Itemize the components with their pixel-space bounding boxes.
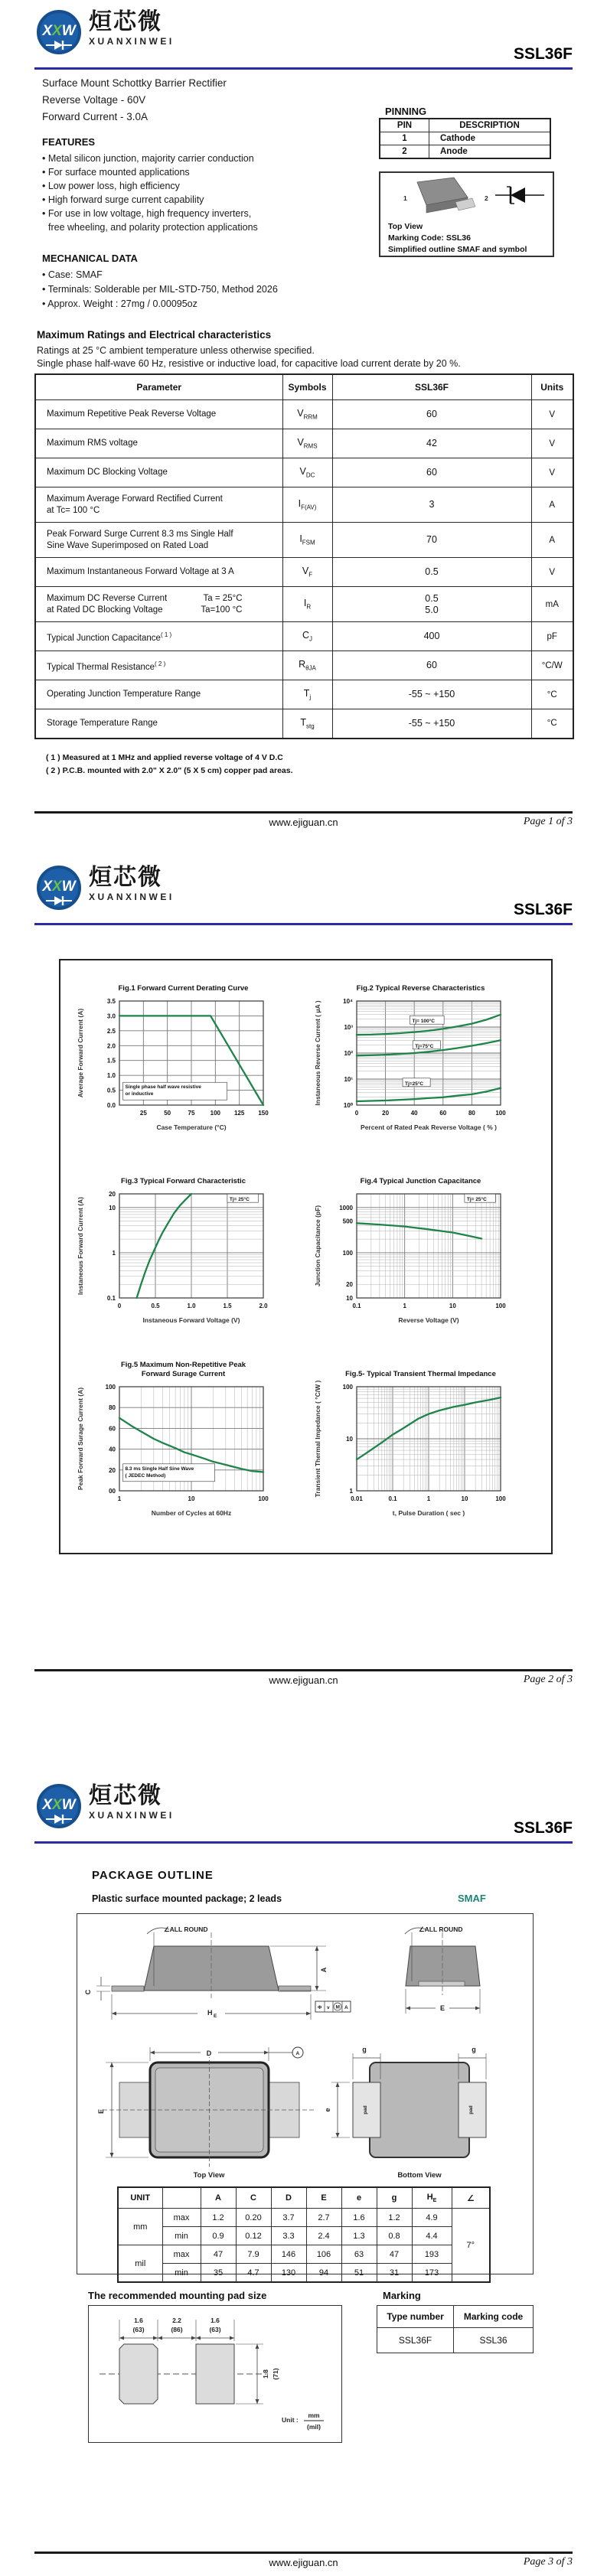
footer-website: www.ejiguan.cn	[269, 817, 338, 828]
svg-text:Reverse Voltage (V): Reverse Voltage (V)	[398, 1316, 459, 1324]
pad-label: pad	[363, 2105, 368, 2115]
svg-text:t, Pulse Duration ( sec ): t, Pulse Duration ( sec )	[392, 1509, 465, 1517]
svg-text:0.1: 0.1	[388, 1495, 397, 1502]
logo-icon	[34, 9, 83, 58]
package-bottom-view	[322, 2043, 517, 2180]
table-row: Typical Junction Capacitance$^{( 1 )}$ $C_J$ 400 pF	[35, 622, 573, 651]
part-number: SSL36F	[513, 45, 573, 63]
svg-text:500: 500	[342, 1218, 353, 1225]
column-header: ∠	[452, 2187, 490, 2209]
brand-name-cn: 烜芯微	[89, 1783, 162, 1808]
figure-plot	[70, 1379, 296, 1532]
footer-rule	[34, 1669, 573, 1671]
svg-text:10: 10	[346, 1295, 353, 1302]
logo-icon	[34, 1783, 83, 1832]
figure-title: Fig.5 Maximum Non-Repetitive Peak Forward Surage Current	[120, 1361, 246, 1378]
table-row: 2 Anode	[380, 145, 550, 159]
all-round-label: ∠ALL ROUND	[419, 1925, 463, 1933]
header-rule	[34, 923, 573, 925]
svg-text:E: E	[214, 2014, 217, 2019]
svg-text:1: 1	[112, 1249, 116, 1257]
footer-rule	[34, 2552, 573, 2554]
svg-text:1: 1	[349, 1488, 353, 1495]
svg-text:Tj=75°C: Tj=75°C	[415, 1043, 434, 1049]
column-header: C	[236, 2187, 271, 2209]
column-header: e	[341, 2187, 377, 2209]
figure-title: Fig.4 Typical Junction Capacitance	[360, 1177, 481, 1185]
figure-4-junction-capacitance	[308, 1166, 534, 1343]
figure-6-thermal-impedance	[308, 1359, 534, 1536]
marking-title: Marking	[383, 2290, 421, 2301]
list-item: • Metal silicon junction, majority carrier conduction	[42, 153, 254, 164]
svg-text:Instaneous Forward Current (A: Instaneous Forward Current (A)	[77, 1197, 84, 1295]
table-row: 1 Cathode	[380, 132, 550, 145]
svg-text:0.0: 0.0	[106, 1102, 116, 1109]
diode-symbol-icon	[495, 187, 544, 204]
svg-text:0.5: 0.5	[151, 1303, 160, 1309]
svg-text:1.6: 1.6	[134, 2317, 143, 2324]
table-row: Typical Thermal Resistance$^{( 2 )}$ $R_{\theta JA}$ 60 °C/W	[35, 651, 573, 680]
table-row: Maximum Repetitive Peak Reverse Voltage $V_{RRM}$ 60 V	[35, 400, 573, 429]
table-header-row	[118, 2187, 490, 2209]
svg-text:Case Temperature (°C): Case Temperature (°C)	[156, 1123, 227, 1131]
mechanical-title: MECHANICAL DATA	[42, 253, 138, 264]
svg-text:Tj= 25°C: Tj= 25°C	[466, 1197, 487, 1203]
svg-text:Φ: Φ	[318, 2005, 322, 2010]
features-title: FEATURES	[42, 136, 96, 148]
list-item: • Approx. Weight : 27mg / 0.00095oz	[42, 298, 197, 309]
svg-text:XXW: XXW	[42, 23, 76, 39]
svg-text:Tj= 100°C: Tj= 100°C	[412, 1019, 435, 1025]
mounting-pad-title: The recommended mounting pad size	[88, 2290, 267, 2301]
package-topview-box	[379, 171, 554, 257]
column-header: UNIT	[118, 2187, 162, 2209]
svg-text:75: 75	[188, 1110, 195, 1117]
table-row: SSL36F SSL36	[377, 2328, 534, 2353]
brand-name-en: XUANXINWEI	[89, 1810, 175, 1821]
svg-text:M: M	[335, 2004, 340, 2010]
package-outline-subtitle: Plastic surface mounted package; 2 leads	[92, 1893, 282, 1904]
figure-plot	[70, 993, 296, 1146]
dimension-table	[117, 2186, 491, 2283]
part-number: SSL36F	[513, 901, 573, 918]
table-row: min 35 4.7 130 94 51 31 173	[118, 2264, 490, 2283]
svg-text:10²: 10²	[344, 1050, 353, 1057]
list-item: ( 1 ) Measured at 1 MHz and applied reverse voltage of 4 V D.C	[46, 753, 283, 762]
list-item: • Low power loss, high efficiency	[42, 181, 180, 191]
pin2-label: 2	[485, 194, 488, 202]
ratings-table	[34, 373, 574, 739]
page-indicator: Page 2 of 3	[523, 1674, 573, 1685]
svg-text:(86): (86)	[171, 2326, 183, 2333]
page-indicator: Page 3 of 3	[523, 2556, 573, 2568]
list-item: ( 2 ) P.C.B. mounted with 2.0" X 2.0" (5 X 5 cm) copper pad areas.	[46, 766, 293, 775]
svg-text:2.0: 2.0	[259, 1303, 268, 1309]
figure-plot	[308, 1186, 534, 1339]
svg-text:(71): (71)	[272, 2368, 279, 2380]
package-top-view	[96, 2043, 322, 2180]
header-rule	[34, 1841, 573, 1844]
svg-text:10: 10	[109, 1204, 116, 1211]
svg-text:20: 20	[346, 1281, 353, 1289]
figure-title: Fig.5- Typical Transient Thermal Impedance	[345, 1370, 496, 1378]
svg-text:Number of Cycles at 60Hz: Number of Cycles at 60Hz	[151, 1509, 232, 1517]
svg-text:mm: mm	[308, 2411, 320, 2419]
unit-label: Unit :	[282, 2416, 299, 2424]
list-item: • High forward surge current capability	[42, 194, 204, 205]
svg-text:20: 20	[109, 1466, 116, 1474]
svg-text:125: 125	[233, 1110, 245, 1117]
column-header: D	[271, 2187, 306, 2209]
dim-he-label: H	[207, 2009, 213, 2017]
svg-text:10: 10	[449, 1303, 456, 1309]
svg-text:Tj=25°C: Tj=25°C	[405, 1081, 424, 1087]
dim-c-label: C	[84, 1989, 92, 1995]
bottom-view-caption: Bottom View	[397, 2171, 442, 2180]
page-indicator: Page 1 of 3	[523, 816, 573, 827]
figure-plot	[308, 1379, 534, 1532]
column-header: Units	[531, 374, 573, 400]
svg-text:Instaneous Reverse Current ( μ: Instaneous Reverse Current ( μA )	[314, 1000, 321, 1106]
svg-text:2.0: 2.0	[106, 1042, 116, 1050]
figure-plot	[70, 1186, 296, 1339]
svg-text:0.01: 0.01	[351, 1495, 363, 1502]
footnotes	[46, 752, 293, 778]
brand-logo	[34, 9, 175, 58]
mounting-pad-box	[88, 2305, 342, 2443]
svg-text:10: 10	[188, 1495, 195, 1502]
marking-code-note: Marking Code: SSL36	[388, 233, 471, 243]
table-row: Maximum DC Reverse Current Ta = 25°C at Rated DC Blocking Voltage Ta=100 °C $I_R$ 0.5 5.0 mA	[35, 587, 573, 622]
svg-text:00: 00	[109, 1488, 116, 1495]
figure-2-reverse-characteristics	[308, 973, 534, 1150]
column-header: DESCRIPTION	[429, 119, 551, 132]
svg-text:10¹: 10¹	[344, 1076, 353, 1083]
svg-text:1: 1	[426, 1495, 431, 1502]
list-item: Forward Current - 3.0A	[42, 111, 148, 122]
svg-text:1.0: 1.0	[106, 1072, 116, 1080]
svg-text:100: 100	[495, 1303, 506, 1309]
pinning-table-grid	[379, 118, 551, 159]
dim-g-label: g	[362, 2046, 367, 2053]
svg-text:or inductive: or inductive	[125, 1091, 154, 1097]
table-header-row	[377, 2306, 534, 2328]
top-view-caption: Top View	[193, 2171, 225, 2180]
datum-a-label: A	[295, 2051, 300, 2056]
column-header	[162, 2187, 201, 2209]
svg-text:1: 1	[117, 1495, 122, 1502]
package-box-notes	[380, 221, 553, 256]
list-item: Ratings at 25 °C ambient temperature unless otherwise specified.	[37, 345, 315, 356]
svg-text:100: 100	[495, 1495, 506, 1502]
logo-icon	[34, 865, 83, 914]
svg-text:100: 100	[342, 1384, 353, 1391]
dim-e-label: E	[97, 2108, 105, 2115]
page-footer-3	[34, 2552, 573, 2574]
column-header: PIN	[380, 119, 429, 132]
footer-website: www.ejiguan.cn	[269, 1674, 338, 1686]
ratings-description	[37, 344, 461, 370]
column-header: SSL36F	[332, 374, 531, 400]
marking-table	[377, 2305, 534, 2353]
svg-text:0: 0	[117, 1303, 122, 1309]
svg-text:0.1: 0.1	[352, 1303, 361, 1309]
figure-title: Fig.3 Typical Forward Characteristic	[121, 1177, 246, 1185]
svg-text:3.5: 3.5	[106, 998, 116, 1005]
list-item: Reverse Voltage - 60V	[42, 94, 146, 106]
package-name: SMAF	[458, 1893, 486, 1904]
page-footer-1	[34, 811, 573, 834]
figure-1-derating-curve	[70, 973, 296, 1150]
svg-text:v: v	[327, 2005, 330, 2010]
svg-text:100: 100	[495, 1110, 506, 1117]
brand-logo	[34, 865, 175, 914]
svg-text:10⁰: 10⁰	[343, 1102, 353, 1109]
table-row	[380, 119, 550, 132]
svg-text:40: 40	[410, 1110, 418, 1117]
svg-text:XXW: XXW	[42, 1797, 76, 1813]
svg-text:0.5: 0.5	[106, 1087, 116, 1094]
column-header: Marking code	[454, 2306, 534, 2328]
svg-text:3.0: 3.0	[106, 1012, 116, 1020]
features-list	[42, 152, 364, 234]
table-row: Maximum Instantaneous Forward Voltage at 3 A $V_F$ 0.5 V	[35, 558, 573, 587]
svg-text:Junction Capacitance (pF): Junction Capacitance (pF)	[314, 1205, 321, 1287]
ratings-title: Maximum Ratings and Electrical characteristics	[37, 329, 272, 341]
dim-d-label: D	[206, 2049, 212, 2057]
all-round-label: ∠ALL ROUND	[164, 1925, 208, 1933]
list-item: • Terminals: Solderable per MIL-STD-750, Method 2026	[42, 284, 278, 295]
brand-name-en: XUANXINWEI	[89, 892, 175, 902]
table-row: Maximum DC Blocking Voltage $V_{DC}$ 60 V	[35, 458, 573, 487]
dim-g-label: g	[472, 2046, 476, 2053]
pin1-label: 1	[403, 194, 407, 202]
column-header: Type number	[377, 2306, 454, 2328]
list-item: • For use in low voltage, high frequency inverters,	[42, 208, 252, 219]
pad-label: pad	[468, 2105, 474, 2115]
svg-text:1.5: 1.5	[223, 1303, 232, 1309]
svg-text:60: 60	[439, 1110, 447, 1117]
svg-text:10⁴: 10⁴	[343, 998, 353, 1005]
brand-text	[89, 1783, 175, 1821]
table-row: Maximum RMS voltage $V_{RMS}$ 42 V	[35, 429, 573, 458]
list-item: Single phase half-wave 60 Hz, resistive or inductive load, for capacitive load current derate by 20 %.	[37, 358, 461, 369]
figure-5-surge-current	[70, 1359, 296, 1536]
table-row: mm max 1.2 0.20 3.7 2.7 1.6 1.2 4.9 7°	[118, 2209, 490, 2227]
package-outline-title: PACKAGE OUTLINE	[92, 1869, 214, 1882]
page-header-3	[34, 1783, 573, 1844]
table-header-row	[35, 374, 573, 400]
svg-text:Single phase half wave resisti: Single phase half wave resistive	[125, 1084, 201, 1091]
svg-text:1: 1	[403, 1303, 406, 1309]
svg-text:1.8: 1.8	[262, 2369, 269, 2379]
figure-title: Fig.2 Typical Reverse Characteristics	[356, 984, 485, 993]
package-end-view	[368, 1922, 521, 2036]
svg-text:2.2: 2.2	[172, 2317, 181, 2324]
column-header: Parameter	[35, 374, 282, 400]
figure-plot	[308, 993, 534, 1146]
svg-text:Instaneous Forward Voltage (V): Instaneous Forward Voltage (V)	[142, 1316, 240, 1324]
part-number: SSL36F	[513, 1819, 573, 1837]
svg-text:(mil): (mil)	[307, 2423, 321, 2431]
svg-text:40: 40	[109, 1446, 116, 1453]
svg-text:100: 100	[342, 1249, 353, 1257]
list-item: free wheeling, and polarity protection applications	[48, 222, 258, 233]
list-item: Surface Mount Schottky Barrier Rectifier	[42, 77, 227, 89]
svg-text:100: 100	[105, 1384, 116, 1391]
table-row: Peak Forward Surge Current 8.3 ms Single Half Sine Wave Superimposed on Rated Load $I_{FSM}$ 70 A	[35, 523, 573, 558]
brand-text	[89, 865, 175, 902]
outline-note: Simplified outline SMAF and symbol	[388, 245, 527, 254]
svg-text:2.5: 2.5	[106, 1027, 116, 1035]
dimension-table-grid	[117, 2186, 491, 2283]
svg-text:20: 20	[382, 1110, 390, 1117]
svg-text:Average Forward Current (A): Average Forward Current (A)	[77, 1008, 84, 1098]
marking-table-grid	[377, 2305, 534, 2353]
column-header: Symbols	[282, 374, 332, 400]
tolerance-box	[315, 2001, 351, 2012]
dim-e-label: E	[439, 2004, 445, 2012]
ratings-table-grid	[34, 373, 574, 739]
svg-text:0.1: 0.1	[106, 1295, 116, 1302]
svg-text:100: 100	[210, 1110, 221, 1117]
brand-name-cn: 烜芯微	[89, 9, 162, 34]
package-symbol-drawing	[380, 173, 553, 217]
svg-text:Transient Thermal Impedance (: Transient Thermal Impedance ( °C/W )	[314, 1380, 321, 1498]
brand-name-cn: 烜芯微	[89, 865, 162, 890]
dim-e-small-label: e	[324, 2108, 331, 2112]
svg-text:60: 60	[109, 1425, 116, 1433]
svg-text:1000: 1000	[339, 1204, 353, 1211]
svg-text:XXW: XXW	[42, 879, 76, 895]
header-rule	[34, 67, 573, 70]
page-footer-2	[34, 1669, 573, 1692]
top-view-note: Top View	[388, 222, 423, 231]
svg-text:80: 80	[109, 1404, 116, 1412]
svg-text:1.5: 1.5	[106, 1057, 116, 1065]
column-header: A	[201, 2187, 236, 2209]
column-header: $H_E$	[412, 2187, 452, 2209]
svg-text:Tj= 25°C: Tj= 25°C	[229, 1197, 250, 1203]
brand-text	[89, 9, 175, 47]
svg-text:100: 100	[258, 1495, 269, 1502]
package-side-view	[81, 1922, 353, 2036]
svg-text:10: 10	[346, 1436, 353, 1443]
svg-text:1.6: 1.6	[210, 2317, 220, 2324]
svg-text:8.3 ms Single Half Sine Wave: 8.3 ms Single Half Sine Wave	[125, 1466, 194, 1472]
svg-text:20: 20	[109, 1191, 116, 1198]
product-summary	[42, 75, 227, 126]
svg-text:( JEDEC Method): ( JEDEC Method)	[125, 1472, 166, 1479]
figure-title: Fig.1 Forward Current Derating Curve	[118, 984, 249, 993]
table-row: mil max 47 7.9 146 106 63 47 193	[118, 2245, 490, 2264]
svg-text:(63): (63)	[209, 2326, 221, 2333]
table-row: Maximum Average Forward Rectified Current at Tc= 100 °C $I_{F(AV)}$ 3 A	[35, 487, 573, 523]
svg-text:0: 0	[354, 1110, 359, 1117]
pinning-title: PINNING	[385, 106, 427, 117]
svg-text:10: 10	[461, 1495, 468, 1502]
page-header-1	[34, 9, 573, 70]
outline-drawing-box	[77, 1913, 534, 2278]
svg-text:150: 150	[258, 1110, 269, 1117]
table-row: min 0.9 0.12 3.3 2.4 1.3 0.8 4.4	[118, 2227, 490, 2245]
svg-text:Percent of Rated Peak Reverse: Percent of Rated Peak Reverse Voltage ( % )	[361, 1123, 497, 1131]
column-header: g	[377, 2187, 412, 2209]
footer-website: www.ejiguan.cn	[269, 2557, 338, 2568]
svg-text:10³: 10³	[344, 1024, 353, 1031]
table-row: Storage Temperature Range $T_{stg}$ -55 ~ +150 °C	[35, 709, 573, 739]
footer-rule	[34, 811, 573, 814]
svg-text:1.0: 1.0	[187, 1303, 196, 1309]
svg-text:80: 80	[468, 1110, 475, 1117]
table-row: Operating Junction Temperature Range $T_j$ -55 ~ +150 °C	[35, 680, 573, 709]
brand-name-en: XUANXINWEI	[89, 36, 175, 47]
pinning-table	[379, 118, 551, 159]
brand-logo	[34, 1783, 175, 1832]
svg-text:Peak Forward Surage Current (A: Peak Forward Surage Current (A)	[77, 1387, 84, 1491]
figure-3-forward-characteristic	[70, 1166, 296, 1343]
svg-text:25: 25	[139, 1110, 147, 1117]
dim-a-label: A	[320, 1967, 328, 1973]
svg-text:(63): (63)	[132, 2326, 145, 2333]
list-item: • For surface mounted applications	[42, 167, 190, 178]
svg-text:A: A	[344, 2005, 348, 2010]
mechanical-list	[42, 268, 278, 311]
page-header-2	[34, 865, 573, 925]
svg-text:50: 50	[164, 1110, 171, 1117]
list-item: • Case: SMAF	[42, 269, 103, 280]
column-header: E	[306, 2187, 341, 2209]
mounting-pad-drawing	[89, 2306, 341, 2442]
